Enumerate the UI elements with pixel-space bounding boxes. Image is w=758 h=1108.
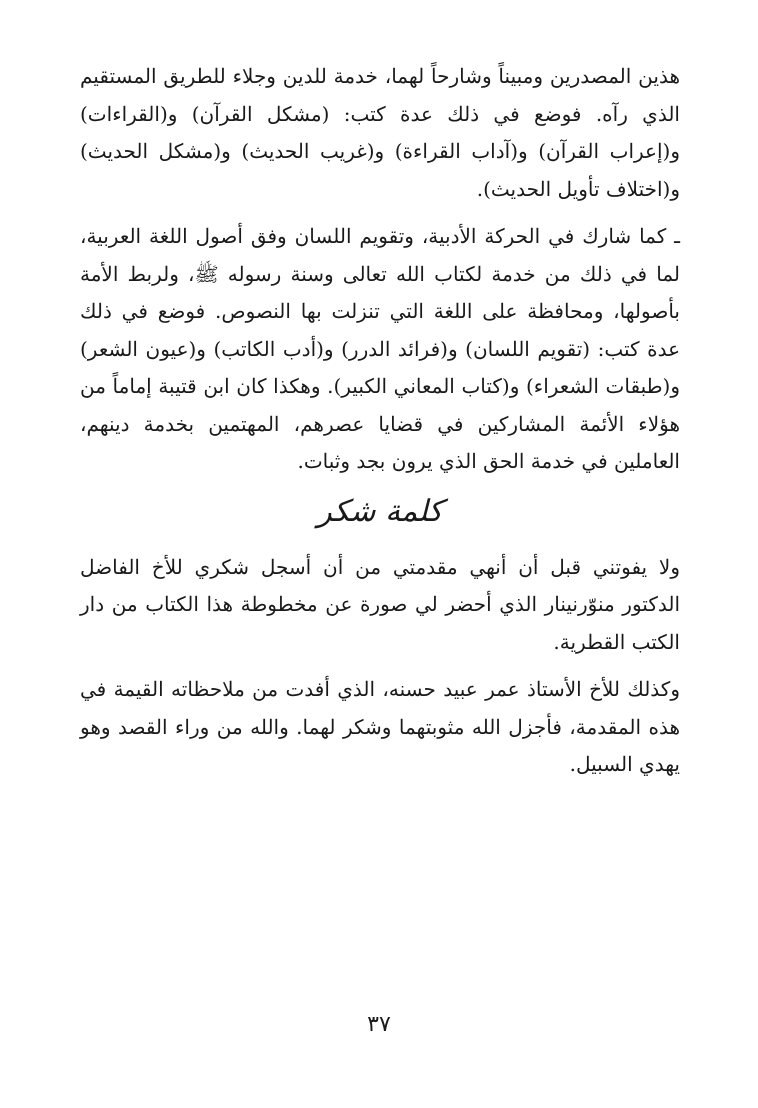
page-number: ٣٧ (367, 1012, 391, 1037)
paragraph-sources: هذين المصدرين ومبيناً وشارحاً لهما، خدمة للدين وجلاء للطريق المستقيم الذي رآه. فوضع في ذلك عدة كتب: (مشكل القرآن) و(القراءات) و(إعراب القرآن) و(آداب القراءة) و(غريب الحديث) و(مشكل الحديث) و(اختلاف تأويل الحديث). (80, 64, 680, 201)
page-body (80, 58, 680, 794)
paragraph-thanks-teacher: وكذلك للأخ الأستاذ عمر عبيد حسنه، الذي أفدت من ملاحظاته القيمة في هذه المقدمة، فأجزل الله مثوبتهما وشكر لهما. والله من وراء القصد وهو يهدي السبيل. (80, 677, 680, 776)
paragraph-literary-movement: ـ كما شارك في الحركة الأدبية، وتقويم اللسان وفق أصول اللغة العربية، لما في ذلك من خدمة لكتاب الله تعالى وسنة رسوله ﷺ، ولربط الأمة بأصولها، ومحافظة على اللغة التي تنزلت بها النصوص. فوضع في ذلك عدة كتب: (تقويم اللسان) و(فرائد الدرر) و(أدب الكاتب) و(عيون الشعر) و(طبقات الشعراء) و(كتاب المعاني الكبير). وهكذا كان ابن قتيبة إماماً من هؤلاء الأئمة المشاركين في قضايا عصرهم، المهتمين بخدمة دينهم، العاملين في خدمة الحق الذي يرون بجد وثبات. (80, 224, 680, 473)
section-heading-thanks: كلمة شكر (317, 493, 443, 529)
paragraph-thanks-doctor: ولا يفوتني قبل أن أنهي مقدمتي من أن أسجل شكري للأخ الفاضل الدكتور منوّرنينار الذي أحضر لي صورة عن مخطوطة هذا الكتاب من دار الكتب القطرية. (80, 554, 680, 654)
